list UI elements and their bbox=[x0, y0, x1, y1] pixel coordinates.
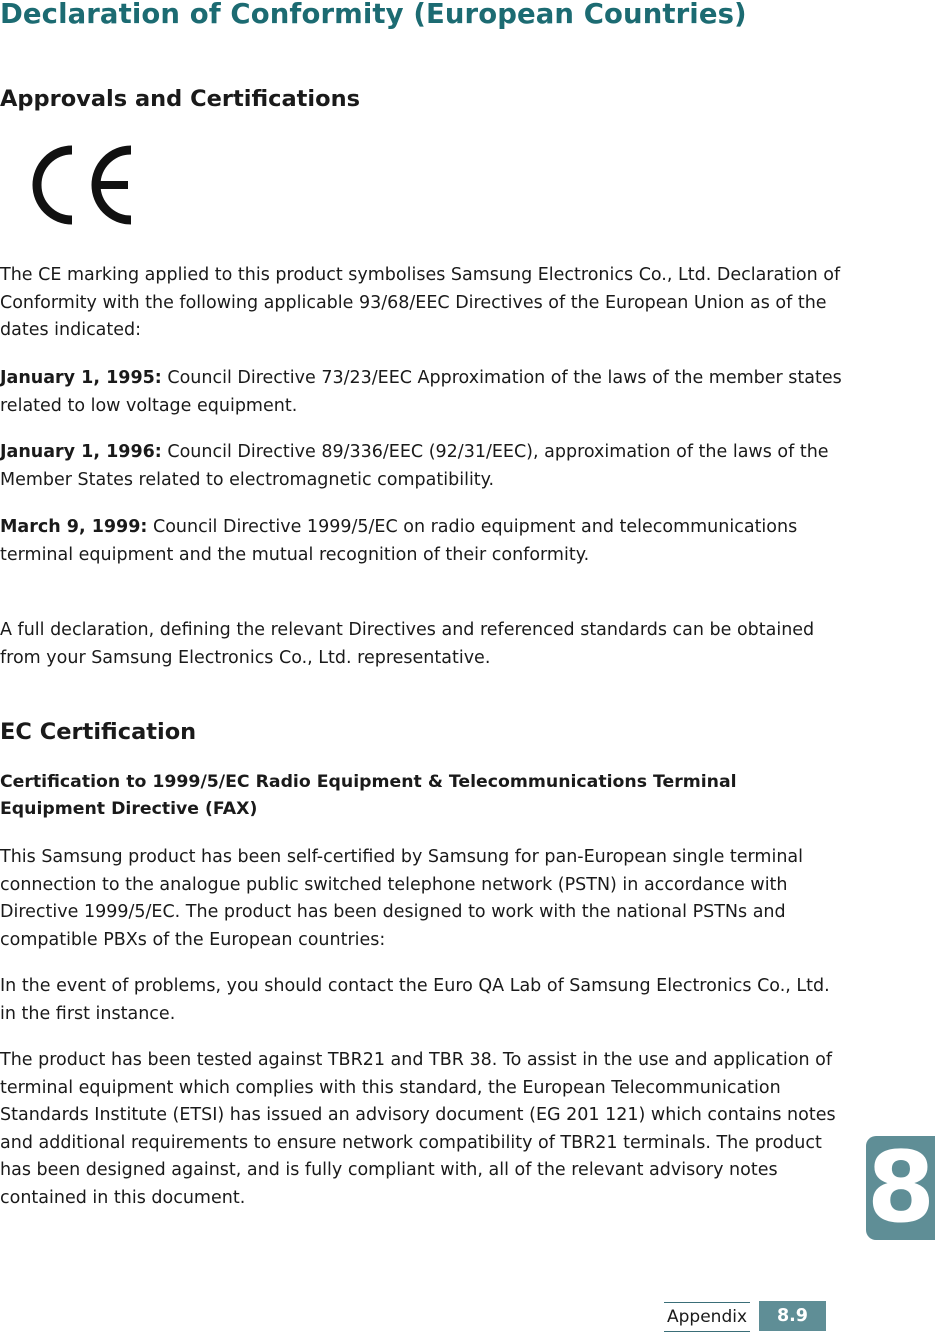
ce-mark-logo bbox=[14, 142, 136, 228]
full-declaration-paragraph: A full declaration, defining the relevant Directives and referenced standards can be obtained from your Samsung Electronics Co., Ltd. representative. bbox=[0, 620, 815, 668]
footer-page-number: 8.9 bbox=[759, 1301, 826, 1331]
directive-text: Council Directive 1999/5/EC on radio equipment and telecommunications terminal equipment and the mutual recognition of their conformity. bbox=[0, 517, 798, 565]
ec-certification-heading: EC Certification bbox=[0, 719, 197, 745]
ec-certification-subheading: Certification to 1999/5/EC Radio Equipment & Telecommunications Terminal Equipment Directive (FAX) bbox=[0, 772, 737, 819]
directive-text: Council Directive 73/23/EEC Approximation of the laws of the member states related to low voltage equipment. bbox=[0, 368, 842, 416]
directive-date: March 9, 1999: bbox=[0, 517, 148, 537]
contact-paragraph: In the event of problems, you should contact the Euro QA Lab of Samsung Electronics Co., Ltd. in the first instance. bbox=[0, 976, 830, 1024]
directive-date: January 1, 1996: bbox=[0, 442, 162, 462]
directive-text: Council Directive 89/336/EEC (92/31/EEC), approximation of the laws of the Member States related to electromagnetic compatibility. bbox=[0, 442, 829, 490]
directive-date: January 1, 1995: bbox=[0, 368, 162, 388]
footer-section-label: Appendix bbox=[664, 1302, 750, 1332]
self-certification-paragraph: This Samsung product has been self-certified by Samsung for pan-European single terminal connection to the analogue public switched telephone network (PSTN) in accordance with Directive 1999/5/EC. The product has been designed to work with the national PSTNs and compatible PBXs of the European countries: bbox=[0, 847, 804, 950]
directive-1999 bbox=[0, 514, 845, 569]
approvals-heading: Approvals and Certifications bbox=[0, 86, 360, 112]
directive-1996 bbox=[0, 439, 845, 494]
directive-1995 bbox=[0, 365, 845, 420]
tbr21-paragraph: The product has been tested against TBR21 and TBR 38. To assist in the use and application of terminal equipment which complies with this standard, the European Telecommunication Standards Institute (ETSI) has issued an advisory document (EG 201 121) which contains notes and additional requirements to ensure network compatibility of TBR21 terminals. The product has been designed against, and is fully compliant with, all of the relevant advisory notes contained in this document. bbox=[0, 1050, 836, 1208]
ce-intro-paragraph: The CE marking applied to this product symbolises Samsung Electronics Co., Ltd. Declaration of Conformity with the following applicable 93/68/EEC Directives of the European Union as of the dates indicated: bbox=[0, 265, 841, 340]
page-title: Declaration of Conformity (European Countries) bbox=[0, 0, 747, 30]
chapter-number: 8 bbox=[866, 1131, 935, 1245]
